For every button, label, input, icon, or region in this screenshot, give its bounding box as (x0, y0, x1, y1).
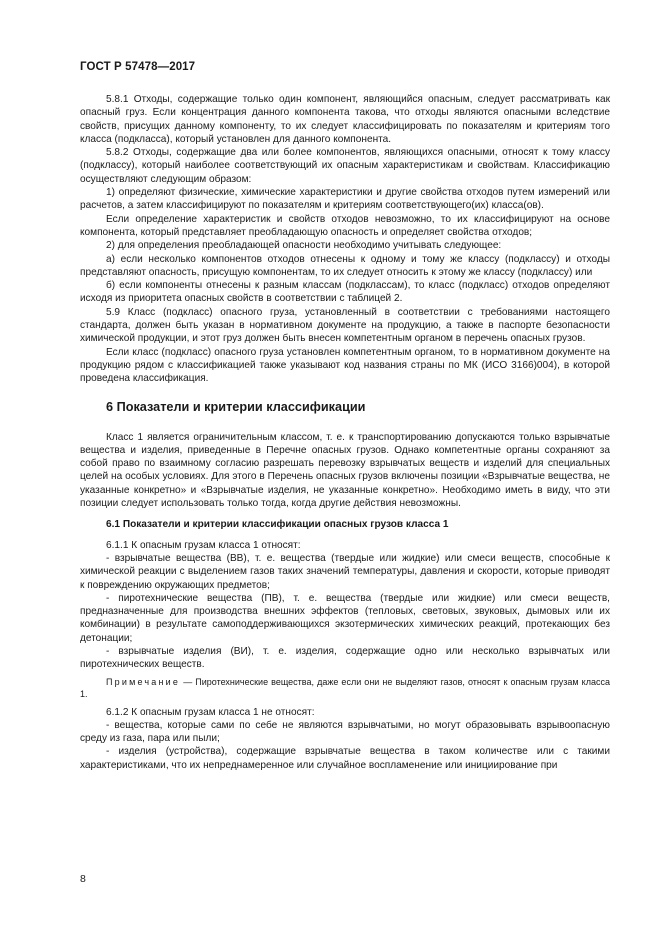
subsection-heading-6-1: 6.1 Показатели и критерии классификации опасных грузов класса 1 (106, 519, 449, 531)
note (80, 676, 610, 701)
section-heading-6: 6 Показатели и критерии классификации (106, 399, 366, 414)
paragraph-item-1: 1) определяют физические, химические характеристики и другие свойства отходов путем измерений или расчетов, а затем классифицируют по показателям и критериям соответствующего(их) класса(ов). (80, 187, 610, 212)
page-number: 8 (80, 873, 86, 885)
paragraph: Если класс (подкласс) опасного груза установлен компетентным органом, то в нормативном документе на продукцию рядом с классификацией также указывают код названия страны по МК (ИСО 3166)004), в которой проведена классификация. (80, 346, 610, 385)
list-item: - взрывчатые изделия (ВИ), т. е. изделия, содержащие одно или несколько взрывчатых или пиротехнических веществ. (80, 645, 610, 671)
paragraph-item-b: б) если компоненты отнесены к разным классам (подклассам), то класс (подкласс) отходов определяют исходя из приоритета опасных свойств в соответствии с таблицей 2. (80, 280, 610, 305)
paragraph-item-a: а) если несколько компонентов отходов отнесены к одному и тому же классу (подклассу) и отходы представляют опасность, присущую компонентам, то их следует относить к этому же классу (подклассу) или (80, 253, 610, 278)
note-label: Примечание (106, 676, 181, 687)
paragraph-5-9: 5.9 Класс (подкласс) опасного груза, установленный в соответствии с требованиями настоящего стандарта, должен быть указан в нормативном документе на продукцию, а также в паспорте безопасности химической продукции, и этот груз должен быть внесен компетентным органом в перечень опасных грузов. (80, 306, 610, 345)
list-item: - вещества, которые сами по себе не являются взрывчатыми, но могут образовывать взрывоопасную среду из газа, пара или пыли; (80, 719, 610, 745)
paragraph-6-1-1: 6.1.1 К опасным грузам класса 1 относят: (106, 539, 301, 551)
paragraph-5-8-2: 5.8.2 Отходы, содержащие два или более компонентов, являющихся опасными, относят к тому классу (подклассу), который наиболее соответствующий их опасным характеристикам и свойствам. Классификацию осуществляют следующим образом: (80, 147, 610, 185)
paragraph-5-8-1: 5.8.1 Отходы, содержащие только один компонент, являющийся опасным, следует рассматривать как опасный груз. Если концентрация данного компонента такова, что отходы являются опасными вследствие свойств, присущих данному компоненту, то их следует классифицировать по показателям и критериям того класса (подкласса), который установлен для данного компонента. (80, 94, 610, 145)
note-text: — Пиротехнические вещества, даже если они не выделяют газов, относят к опасным грузам класса 1. (80, 676, 610, 700)
paragraph: Класс 1 является ограничительным классом, т. е. к транспортированию допускаются только взрывчатые вещества и изделия, приведенные в Перечне опасных грузов. Однако компетентные органы сохраняют за собой право по взаимному согласию разрешать перевозку взрывчатых веществ и изделий для специальных целей на особых условиях. Для этого в Перечень опасных грузов включены позиции «Взрывчатые вещества, не указанные конкретно» и «Взрывчатые изделия, не указанные конкретно». Необходимо иметь в виду, что эти позиции следует использовать только тогда, когда другие действия невозможны. (80, 431, 610, 510)
list-item: - пиротехнические вещества (ПВ), т. е. вещества (твердые или жидкие) или смеси веществ, предназначенные для производства внешних эффектов (тепловых, световых, звуковых, дымовых или их комбинации) в результате самоподдерживающихся экзотермических химических реакций, протекающих без детонации; (80, 592, 610, 644)
document-body (80, 93, 610, 772)
list-item: - взрывчатые вещества (ВВ), т. е. вещества (твердые или жидкие) или смеси веществ, способные к химической реакции с выделением газов таких значений температуры, давления и скорости, которые приводят к повреждению окружающих предметов; (80, 552, 610, 591)
document-header: ГОСТ Р 57478—2017 (80, 61, 196, 73)
paragraph-6-1-2: 6.1.2 К опасным грузам класса 1 не относят: (106, 706, 315, 718)
paragraph: Если определение характеристик и свойств отходов невозможно, то их классифицируют на основе компонента, который представляет преобладающую опасность и определяет свойства отходов; (80, 213, 610, 238)
paragraph-item-2: 2) для определения преобладающей опасности необходимо учитывать следующее: (106, 240, 502, 252)
list-item: - изделия (устройства), содержащие взрывчатые вещества в таком количестве или с такими характеристиками, что их непреднамеренное или случайное воспламенение или инициирование при (80, 746, 610, 771)
